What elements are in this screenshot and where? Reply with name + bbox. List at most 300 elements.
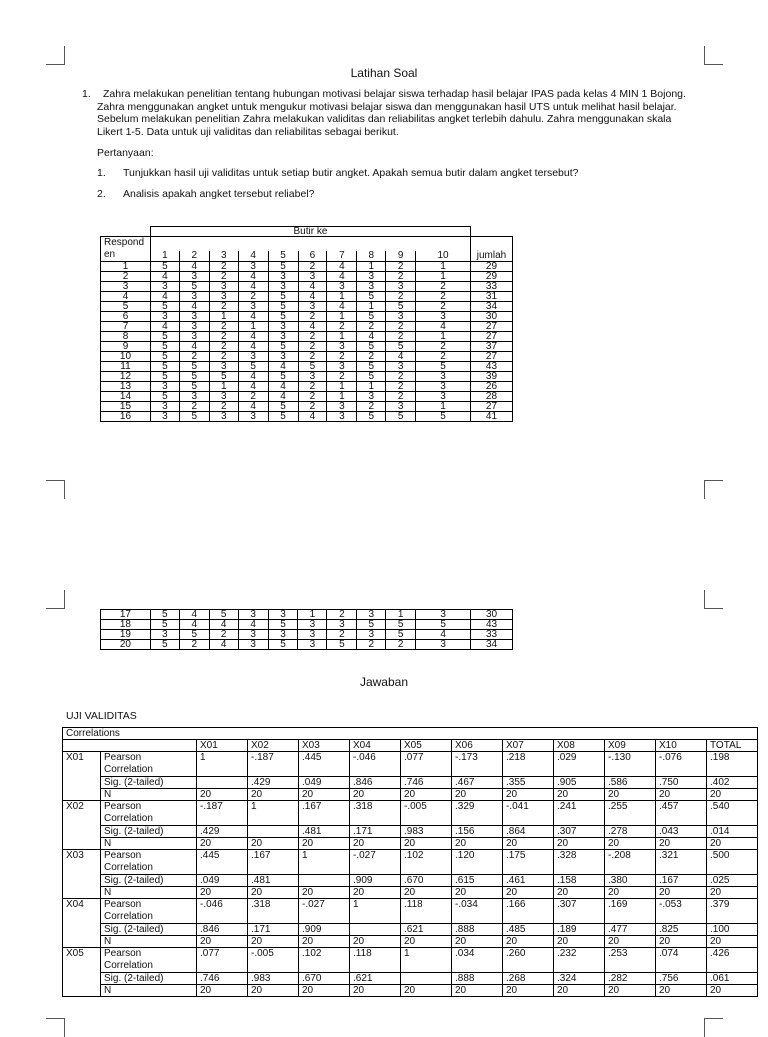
pearson-label: Pearson Correlation — [101, 752, 197, 777]
table-cell: 4 — [327, 272, 357, 282]
table-cell: 3 — [268, 610, 298, 620]
table-cell: 5 — [150, 262, 179, 272]
table-cell: 1 — [327, 332, 357, 342]
item-header-cell: 8 — [357, 251, 386, 262]
pearson-value: .167 — [299, 801, 350, 826]
pearson-value: -.005 — [248, 948, 299, 973]
table-cell: 4 — [179, 262, 209, 272]
sig-value: .846 — [197, 924, 248, 936]
pearson-value: -.046 — [197, 899, 248, 924]
table-cell: 5 — [386, 620, 416, 630]
table-cell: 2 — [238, 392, 268, 402]
item-header-cell: 6 — [298, 251, 327, 262]
n-value: 20 — [605, 838, 656, 850]
sig-value: .014 — [707, 826, 758, 838]
pearson-value: .029 — [554, 752, 605, 777]
table-cell: 3 — [357, 610, 386, 620]
table-cell: 3 — [386, 312, 416, 322]
table-cell: 3 — [416, 640, 471, 650]
table-cell: 31 — [470, 292, 512, 302]
n-value: 20 — [656, 838, 707, 850]
table-cell: 3 — [238, 302, 268, 312]
sig-row — [63, 777, 758, 789]
intro-text: Zahra melakukan penelitian tentang hubungan motivasi belajar siswa terhadap hasil belajar IPAS pada kelas 4 MIN 1 Bojong. Zahra menggunakan angket untuk mengukur motivasi belajar siswa dan menggunakan hasil UTS untuk melihat hasil belajar. Sebelum melakukan penelitian Zahra melakukan validitas dan reliabilitas angket terlebih dahulu. Zahra menggunakan skala Likert 1-5. Data untuk uji validitas dan reliabilitas sebagai berikut. — [97, 88, 686, 138]
table-cell: 4 — [238, 312, 268, 322]
table-cell: 3 — [298, 630, 327, 640]
n-value: 20 — [401, 789, 452, 801]
table-cell: 11 — [101, 362, 151, 372]
n-value: 20 — [554, 789, 605, 801]
table-cell: 3 — [298, 620, 327, 630]
table-cell: 2 — [327, 322, 357, 332]
table-cell: 15 — [101, 402, 151, 412]
table-cell: 2 — [416, 282, 471, 292]
table-cell: 3 — [416, 312, 471, 322]
n-value: 20 — [350, 838, 401, 850]
table-cell: 34 — [470, 302, 512, 312]
column-header: X07 — [503, 740, 554, 752]
table-cell: 2 — [357, 402, 386, 412]
table-cell: 4 — [238, 620, 268, 630]
pearson-value: -.208 — [605, 850, 656, 875]
sig-value: .670 — [401, 875, 452, 887]
pearson-label: Pearson Correlation — [101, 801, 197, 826]
n-value: 20 — [554, 838, 605, 850]
table-row — [101, 342, 513, 352]
table-cell: 2 — [298, 332, 327, 342]
table-cell: 1 — [357, 302, 386, 312]
table-cell: 2 — [298, 312, 327, 322]
sig-value: .481 — [299, 826, 350, 838]
table-cell: 2 — [327, 610, 357, 620]
table-cell: 3 — [209, 282, 238, 292]
sig-value: .429 — [248, 777, 299, 789]
table-cell: 1 — [416, 262, 471, 272]
pearson-value: .077 — [401, 752, 452, 777]
sig-value: .888 — [452, 924, 503, 936]
table-cell: 4 — [268, 362, 298, 372]
pearson-value: -.027 — [350, 850, 401, 875]
pearson-value: 1 — [350, 899, 401, 924]
pearson-value: .329 — [452, 801, 503, 826]
table-cell: 27 — [470, 402, 512, 412]
n-row — [63, 985, 758, 997]
column-header: X10 — [656, 740, 707, 752]
table-cell: 1 — [327, 312, 357, 322]
pearson-value: -.187 — [197, 801, 248, 826]
variable-label: X01 — [63, 752, 101, 801]
pearson-value: .074 — [656, 948, 707, 973]
n-row — [63, 887, 758, 899]
table-row — [101, 382, 513, 392]
pearson-value: .318 — [248, 899, 299, 924]
table-cell: 2 — [209, 272, 238, 282]
table-cell: 4 — [209, 620, 238, 630]
n-value: 20 — [401, 985, 452, 997]
pearson-value: .198 — [707, 752, 758, 777]
table-cell: 3 — [268, 630, 298, 640]
table-cell: 4 — [179, 610, 209, 620]
pearson-label: Pearson Correlation — [101, 899, 197, 924]
table-cell: 3 — [238, 610, 268, 620]
table-cell: 5 — [179, 412, 209, 422]
pearson-value: -.046 — [350, 752, 401, 777]
table-cell: 5 — [268, 292, 298, 302]
sig-value: .429 — [197, 826, 248, 838]
table-cell: 3 — [416, 610, 471, 620]
n-row — [63, 936, 758, 948]
correlations-title: Correlations — [63, 728, 758, 740]
n-label: N — [101, 985, 197, 997]
sig-value: .268 — [503, 973, 554, 985]
table-cell: 6 — [101, 312, 151, 322]
table-cell: 43 — [471, 620, 513, 630]
table-cell: 1 — [357, 262, 386, 272]
table-row — [101, 262, 513, 272]
sig-value: .100 — [707, 924, 758, 936]
n-value: 20 — [350, 887, 401, 899]
table-cell: 3 — [298, 302, 327, 312]
table-cell: 3 — [357, 272, 386, 282]
table-cell: 3 — [298, 272, 327, 282]
sig-value: .355 — [503, 777, 554, 789]
table-cell: 14 — [101, 392, 151, 402]
table-cell: 2 — [386, 292, 416, 302]
table-cell: 3 — [150, 630, 179, 640]
table-cell: 3 — [179, 322, 209, 332]
pearson-value: .120 — [452, 850, 503, 875]
table-row — [101, 372, 513, 382]
n-value: 20 — [299, 985, 350, 997]
table-row — [101, 272, 513, 282]
table-cell: 4 — [386, 352, 416, 362]
table-cell: 3 — [327, 412, 357, 422]
n-value: 20 — [299, 887, 350, 899]
sig-value: .825 — [656, 924, 707, 936]
respondent-header: Respond en — [101, 237, 151, 262]
table-cell: 5 — [357, 342, 386, 352]
item-header-cell: 3 — [209, 251, 238, 262]
table-row — [101, 282, 513, 292]
question-text: Analisis apakah angket tersebut reliabel? — [123, 188, 315, 200]
table-cell: 5 — [386, 342, 416, 352]
column-header: X02 — [248, 740, 299, 752]
table-cell: 5 — [357, 362, 386, 372]
sig-value: .670 — [299, 973, 350, 985]
sig-value — [197, 777, 248, 789]
sig-value: .156 — [452, 826, 503, 838]
sig-value — [248, 826, 299, 838]
n-value: 20 — [503, 789, 554, 801]
table-cell: 2 — [327, 630, 357, 640]
pearson-value: .445 — [299, 752, 350, 777]
table-cell: 4 — [238, 372, 268, 382]
crop-mark-bottom-right — [704, 480, 723, 499]
sig-value: .307 — [554, 826, 605, 838]
pearson-label: Pearson Correlation — [101, 850, 197, 875]
table-cell: 3 — [386, 282, 416, 292]
column-header: X05 — [401, 740, 452, 752]
table-cell: 2 — [298, 402, 327, 412]
uji-validitas-label: UJI VALIDITAS — [66, 710, 137, 722]
table-cell: 12 — [101, 372, 151, 382]
table-cell: 5 — [357, 620, 386, 630]
table-header-row — [101, 227, 513, 237]
table-cell: 27 — [470, 322, 512, 332]
crop-mark-bottom-left — [46, 480, 65, 499]
table-row — [101, 412, 513, 422]
table-cell: 2 — [179, 640, 209, 650]
sig-value: .615 — [452, 875, 503, 887]
n-value: 20 — [401, 887, 452, 899]
table-cell: 3 — [268, 332, 298, 342]
table-cell: 3 — [327, 342, 357, 352]
item-header-cell: 5 — [268, 251, 298, 262]
table-cell: 3 — [327, 282, 357, 292]
table-cell: 19 — [101, 630, 151, 640]
n-value: 20 — [299, 936, 350, 948]
sig-value: .171 — [248, 924, 299, 936]
table-cell: 3 — [298, 640, 327, 650]
table-cell: 37 — [470, 342, 512, 352]
pearson-value: .118 — [350, 948, 401, 973]
table-cell: 1 — [327, 292, 357, 302]
table-cell: 2 — [416, 292, 471, 302]
pearson-value: .379 — [707, 899, 758, 924]
table-cell: 1 — [327, 392, 357, 402]
column-header: X03 — [299, 740, 350, 752]
pearson-value: -.173 — [452, 752, 503, 777]
table-cell: 4 — [179, 620, 209, 630]
pearson-value: .169 — [605, 899, 656, 924]
n-value: 20 — [401, 838, 452, 850]
table-cell: 5 — [386, 630, 416, 640]
table-cell: 3 — [179, 332, 209, 342]
pearson-row — [63, 899, 758, 924]
n-value: 20 — [248, 936, 299, 948]
question-text: Tunjukkan hasil uji validitas untuk setiap butir angket. Apakah semua butir dalam angket tersebut? — [123, 167, 579, 179]
table-cell: 3 — [357, 630, 386, 640]
table-cell: 3 — [327, 620, 357, 630]
table-cell: 3 — [238, 630, 268, 640]
table-cell: 3 — [150, 412, 179, 422]
table-cell: 5 — [150, 302, 179, 312]
n-value: 20 — [248, 838, 299, 850]
table-cell: 1 — [101, 262, 151, 272]
sig-value: .983 — [248, 973, 299, 985]
pearson-value: -.041 — [503, 801, 554, 826]
sig-value: .905 — [554, 777, 605, 789]
table-cell: 3 — [179, 272, 209, 282]
pearson-value: -.005 — [401, 801, 452, 826]
intro-number: 1. — [82, 88, 91, 100]
table-cell: 5 — [150, 372, 179, 382]
sig-value: .282 — [605, 973, 656, 985]
sig-value: .756 — [656, 973, 707, 985]
pearson-value: .077 — [197, 948, 248, 973]
n-value: 20 — [350, 936, 401, 948]
sig-value: .049 — [197, 875, 248, 887]
table-row — [101, 402, 513, 412]
table-cell: 4 — [416, 322, 471, 332]
table-cell: 3 — [209, 412, 238, 422]
table-cell: 2 — [179, 402, 209, 412]
table-cell: 5 — [209, 372, 238, 382]
table-cell: 1 — [357, 382, 386, 392]
table-cell: 1 — [298, 610, 327, 620]
sig-value: .909 — [350, 875, 401, 887]
pearson-value: -.034 — [452, 899, 503, 924]
table-cell: 27 — [470, 352, 512, 362]
sig-value — [299, 875, 350, 887]
table-cell: 5 — [150, 392, 179, 402]
n-value: 20 — [503, 936, 554, 948]
sig-row — [63, 875, 758, 887]
table-cell: 3 — [357, 392, 386, 402]
table-cell: 3 — [238, 262, 268, 272]
total-header-cell: jumlah — [470, 251, 512, 262]
n-value: 20 — [707, 985, 758, 997]
n-value: 20 — [605, 936, 656, 948]
table-cell: 3 — [268, 322, 298, 332]
column-header: X04 — [350, 740, 401, 752]
table-header-row — [101, 237, 513, 251]
sig-value: .481 — [248, 875, 299, 887]
n-row — [63, 789, 758, 801]
pearson-value: .260 — [503, 948, 554, 973]
table-cell: 4 — [298, 282, 327, 292]
column-header: X08 — [554, 740, 605, 752]
sig-value: .402 — [707, 777, 758, 789]
table-cell: 5 — [268, 620, 298, 630]
table-cell: 33 — [471, 630, 513, 640]
table-cell: 4 — [298, 322, 327, 332]
sig-label: Sig. (2-tailed) — [101, 875, 197, 887]
sig-value: .049 — [299, 777, 350, 789]
table-cell: 27 — [470, 332, 512, 342]
pearson-value: -.053 — [656, 899, 707, 924]
pearson-value: .034 — [452, 948, 503, 973]
table-cell: 4 — [150, 272, 179, 282]
table-cell: 5 — [179, 372, 209, 382]
pearson-value: .328 — [554, 850, 605, 875]
table-cell: 16 — [101, 412, 151, 422]
table-cell: 10 — [101, 352, 151, 362]
sig-value: .621 — [401, 924, 452, 936]
table-row — [101, 620, 513, 630]
question-number: 2. — [97, 188, 106, 200]
pearson-value: -.187 — [248, 752, 299, 777]
sig-value: .586 — [605, 777, 656, 789]
pearson-value: .445 — [197, 850, 248, 875]
variable-label: X04 — [63, 899, 101, 948]
sig-value — [401, 973, 452, 985]
table-cell: 2 — [209, 630, 238, 640]
table-cell: 18 — [101, 620, 151, 630]
sig-value: .621 — [350, 973, 401, 985]
pearson-row — [63, 752, 758, 777]
n-value: 20 — [197, 985, 248, 997]
table-cell: 4 — [298, 412, 327, 422]
table-row — [101, 312, 513, 322]
table-cell: 2 — [327, 372, 357, 382]
pearson-row — [63, 850, 758, 875]
table-cell: 4 — [327, 262, 357, 272]
table-cell: 3 — [150, 382, 179, 392]
n-value: 20 — [197, 936, 248, 948]
sig-value: .158 — [554, 875, 605, 887]
table-cell: 2 — [386, 332, 416, 342]
table-cell: 1 — [416, 402, 471, 412]
table-cell: 2 — [209, 302, 238, 312]
table-cell: 1 — [209, 312, 238, 322]
pearson-value: .102 — [401, 850, 452, 875]
table-cell: 30 — [470, 312, 512, 322]
n-value: 20 — [554, 936, 605, 948]
pearson-value: .457 — [656, 801, 707, 826]
pearson-value: .426 — [707, 948, 758, 973]
table-cell: 4 — [101, 292, 151, 302]
table-cell: 5 — [357, 372, 386, 382]
table-cell: 5 — [150, 342, 179, 352]
table-cell: 5 — [268, 372, 298, 382]
pearson-value: .540 — [707, 801, 758, 826]
question-number: 1. — [97, 167, 106, 179]
sig-value: .380 — [605, 875, 656, 887]
table-cell: 5 — [268, 412, 298, 422]
table-cell: 2 — [416, 342, 471, 352]
table-cell: 3 — [150, 282, 179, 292]
table-cell: 2 — [386, 640, 416, 650]
table-cell: 41 — [470, 412, 512, 422]
table-cell: 2 — [416, 352, 471, 362]
table-cell: 3 — [238, 412, 268, 422]
n-value: 20 — [299, 838, 350, 850]
table-cell: 4 — [357, 332, 386, 342]
table-row — [101, 322, 513, 332]
sig-value: .746 — [197, 973, 248, 985]
crop-mark-top-left — [46, 46, 65, 65]
table-cell: 2 — [298, 392, 327, 402]
table-cell: 3 — [179, 312, 209, 322]
table-cell: 30 — [471, 610, 513, 620]
group-header: Butir ke — [150, 227, 470, 237]
sig-value: .864 — [503, 826, 554, 838]
table-cell: 3 — [386, 402, 416, 412]
table-cell: 5 — [150, 620, 179, 630]
table-cell: 5 — [179, 630, 209, 640]
table-cell: 2 — [357, 352, 386, 362]
n-value: 20 — [656, 789, 707, 801]
sig-value: .846 — [350, 777, 401, 789]
n-value: 20 — [197, 887, 248, 899]
sig-label: Sig. (2-tailed) — [101, 924, 197, 936]
table-cell: 5 — [357, 292, 386, 302]
page-title: Latihan Soal — [350, 66, 418, 80]
sig-value: .746 — [401, 777, 452, 789]
pearson-value: .241 — [554, 801, 605, 826]
pearson-value: -.130 — [605, 752, 656, 777]
table-row — [101, 302, 513, 312]
table-cell: 2 — [357, 640, 386, 650]
table-cell: 33 — [470, 282, 512, 292]
table-cell: 5 — [268, 262, 298, 272]
item-header-cell: 4 — [238, 251, 268, 262]
n-value: 20 — [401, 936, 452, 948]
pearson-value: .102 — [299, 948, 350, 973]
table-cell: 3 — [150, 312, 179, 322]
pearson-value: 1 — [299, 850, 350, 875]
